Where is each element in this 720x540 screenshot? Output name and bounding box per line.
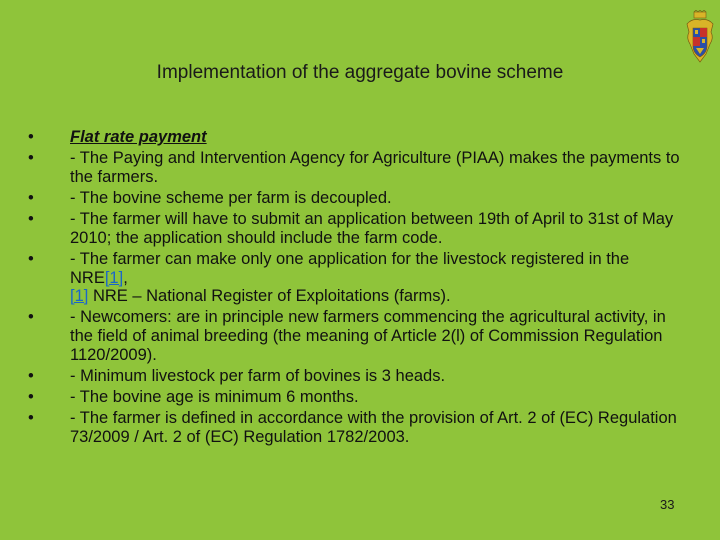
bullet-application-period: • - The farmer will have to submit an application between 19th of April to 31st of May 2010; the application should include the farm code. [28,210,688,247]
bullet-heading: Flat rate payment [70,128,207,146]
bullet-single-application [28,250,688,306]
bullet-farmer-definition: • - The farmer is defined in accordance with the provision of Art. 2 of (EC) Regulation 73/2009 / Art. 2 of (EC) Regulation 1782/2003. [28,409,688,446]
footnote-back-link[interactable]: [1] [70,287,89,306]
bullet-piaa-payments: • - The Paying and Intervention Agency for Agriculture (PIAA) makes the payments to the farmers. [28,149,688,186]
slide-title: Implementation of the aggregate bovine scheme [156,62,564,83]
page-number: 33 [660,497,675,512]
bullet-flat-rate-payment [28,128,688,147]
bullet-list [28,128,688,449]
bullet-decoupled: • - The bovine scheme per farm is decoupled. [28,189,688,208]
comma-text: , [123,268,128,287]
bullet-single-application-text: - The farmer can make only one application for the livestock registered in the NRE [70,249,630,287]
romania-coat-of-arms-icon [684,10,716,66]
footnote-link[interactable]: [1] [104,268,124,287]
footnote-text: NRE – National Register of Exploitations (farms). [88,287,451,306]
bullet-bovine-age: • - The bovine age is minimum 6 months. [28,388,688,407]
bullet-newcomers: • - Newcomers: are in principle new farmers commencing the agricultural activity, in the field of animal breeding (the meaning of Article 2(l) of Commission Regulation 1120/2009). [28,308,688,364]
bullet-minimum-livestock: • - Minimum livestock per farm of bovines is 3 heads. [28,367,688,386]
